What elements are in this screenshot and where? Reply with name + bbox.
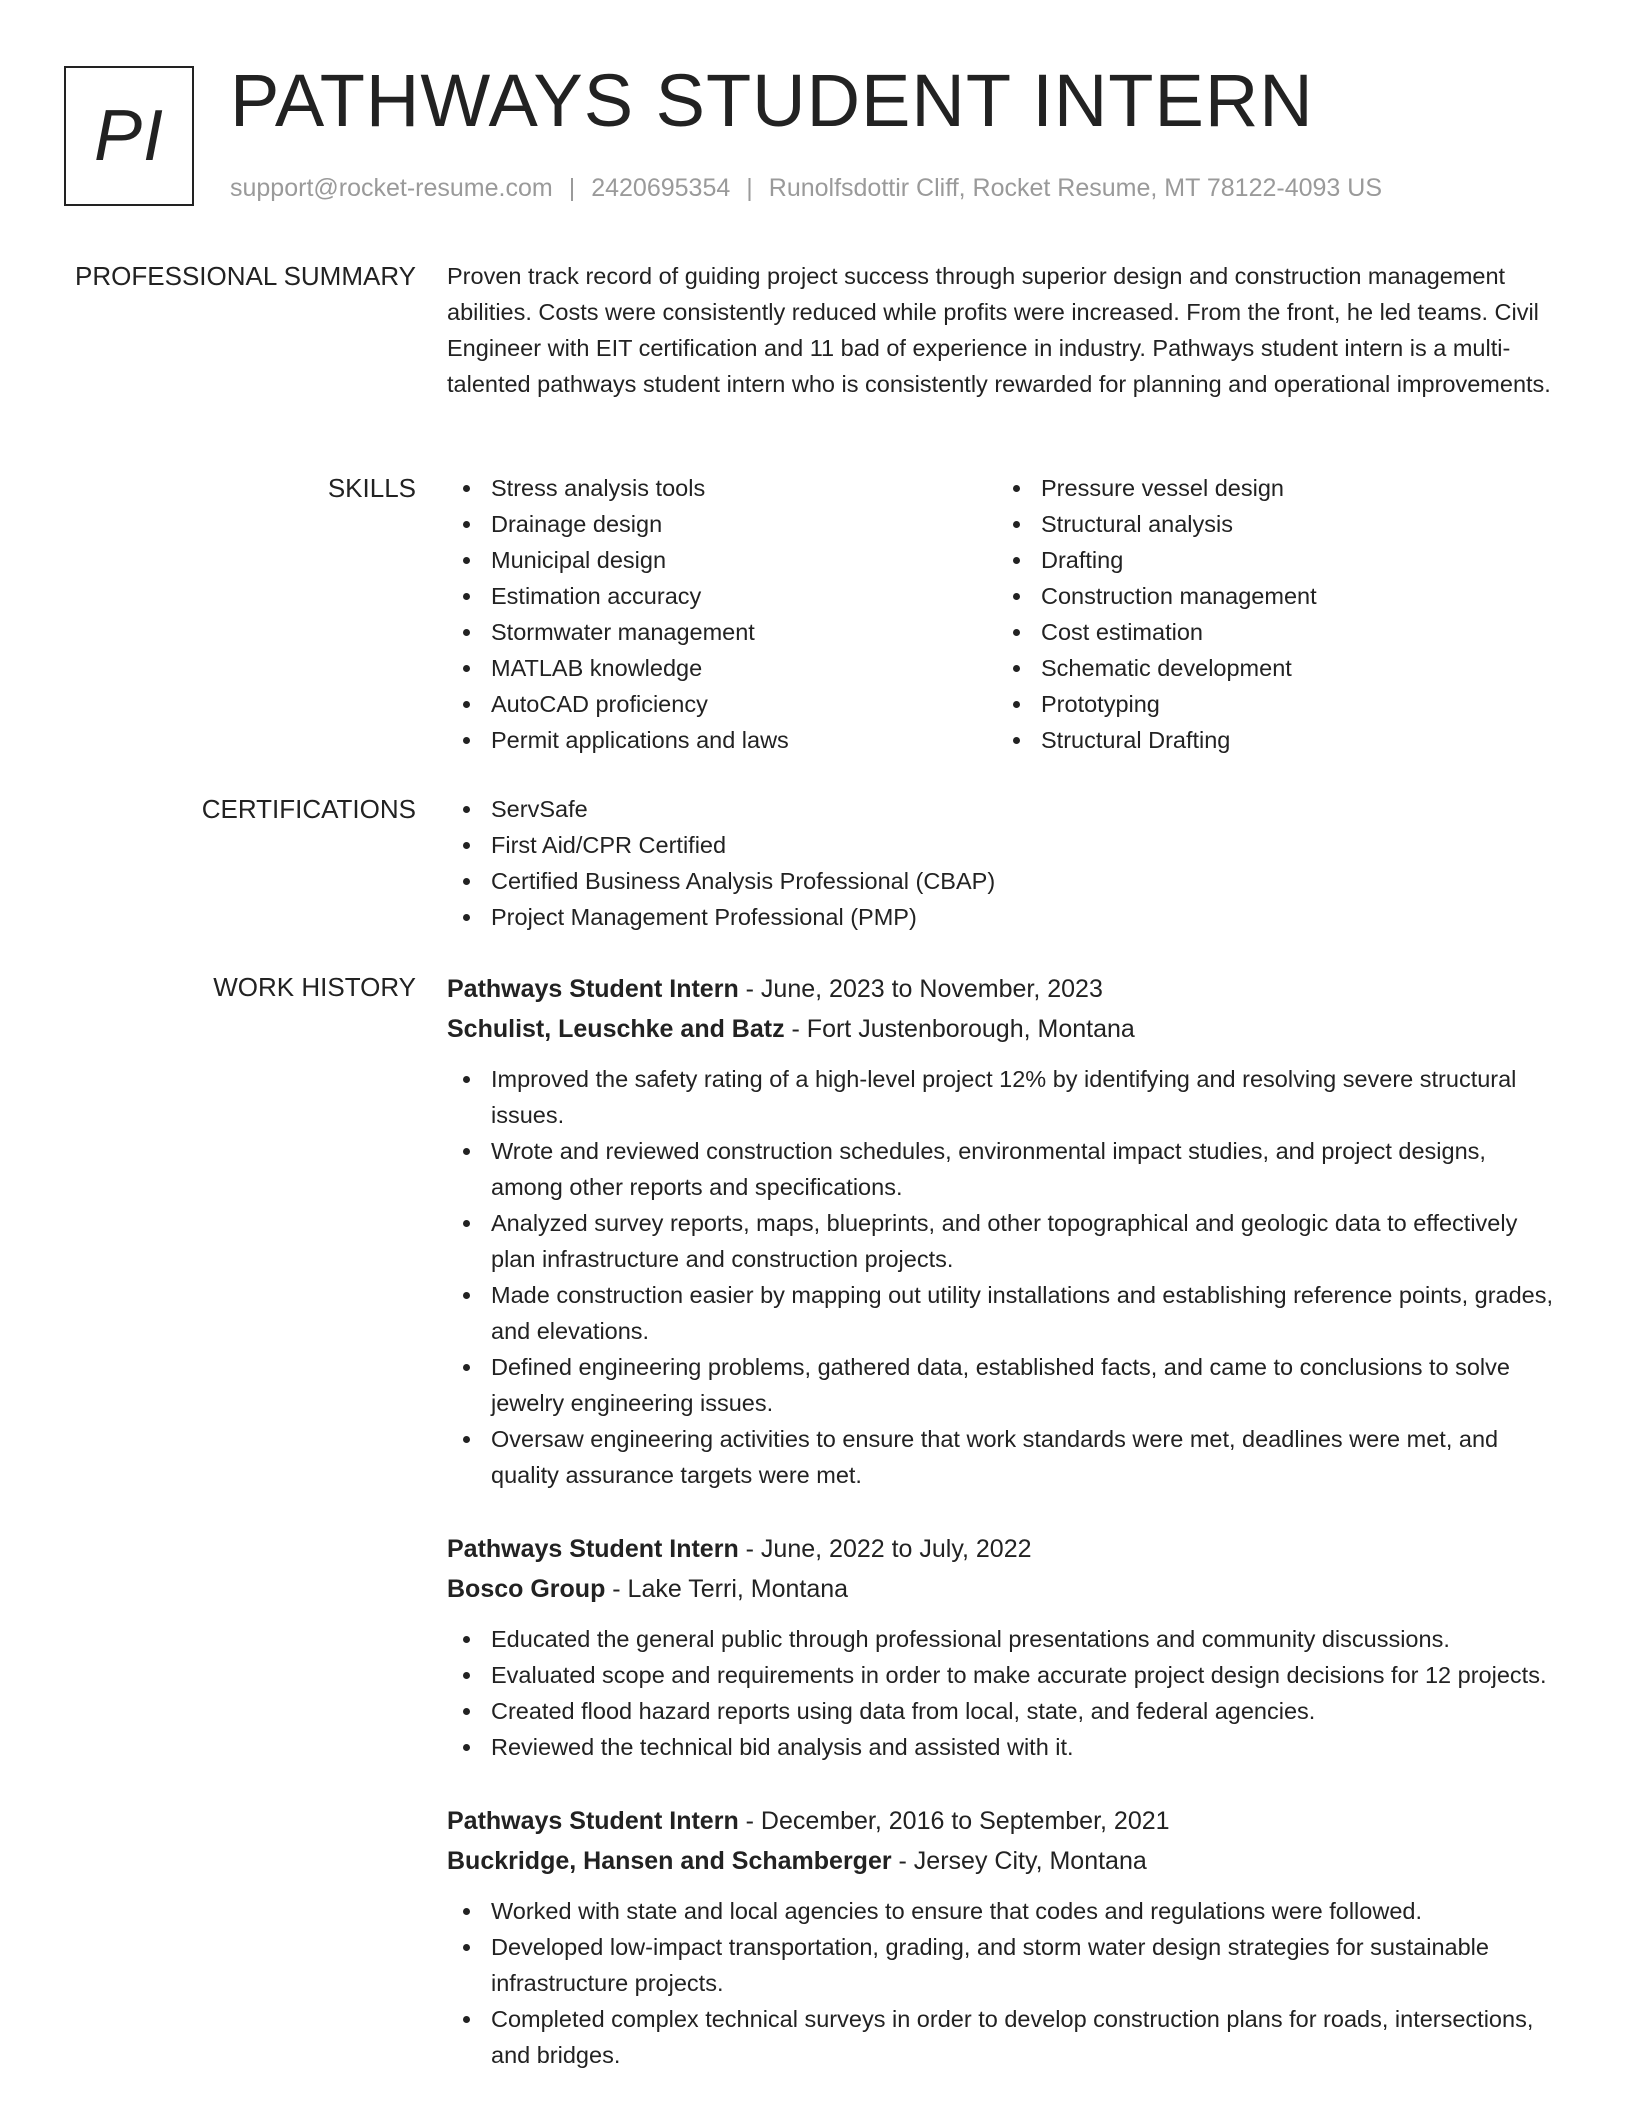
job-bullet: Analyzed survey reports, maps, blueprints, and other topographical and geologic data to effectively plan infrastructure and construction projects. <box>447 1205 1557 1277</box>
job-company: Bosco Group <box>447 1575 606 1603</box>
job-company-line <box>447 1009 1557 1049</box>
certifications-list <box>447 791 1557 935</box>
job-company-line <box>447 1841 1557 1881</box>
job-company-line <box>447 1569 1557 1609</box>
certification-item: Project Management Professional (PMP) <box>447 899 1557 935</box>
section-heading-work: WORK HISTORY <box>213 972 416 1002</box>
job-title-line <box>447 969 1557 1009</box>
skill-item: Prototyping <box>997 686 1547 722</box>
job-bullet: Improved the safety rating of a high-level project 12% by identifying and resolving severe structural issues. <box>447 1061 1557 1133</box>
job-entry <box>447 1801 1557 2073</box>
contact-line <box>230 174 1382 203</box>
job-company: Buckridge, Hansen and Schamberger <box>447 1847 892 1875</box>
job-location: - Lake Terri, Montana <box>605 1575 849 1603</box>
job-bullet: Wrote and reviewed construction schedules, environmental impact studies, and project designs, among other reports and specifications. <box>447 1133 1557 1205</box>
job-bullet: Developed low-impact transportation, grading, and storm water design strategies for sustainable infrastructure projects. <box>447 1929 1557 2001</box>
job-dates: - June, 2023 to November, 2023 <box>738 975 1103 1003</box>
skill-item: MATLAB knowledge <box>447 650 997 686</box>
job-bullet: Oversaw engineering activities to ensure that work standards were met, deadlines were met, and quality assurance targets were met. <box>447 1421 1557 1493</box>
certification-item: Certified Business Analysis Professional (CBAP) <box>447 863 1557 899</box>
job-location: - Fort Justenborough, Montana <box>784 1015 1135 1043</box>
candidate-name: PATHWAYS STUDENT INTERN <box>230 59 1314 142</box>
contact-address: Runolfsdottir Cliff, Rocket Resume, MT 78122-4093 US <box>768 174 1383 202</box>
skill-item: Drainage design <box>447 506 997 542</box>
job-bullet: Made construction easier by mapping out utility installations and establishing reference points, grades, and elevations. <box>447 1277 1557 1349</box>
contact-separator: | <box>568 174 576 202</box>
skill-item: Permit applications and laws <box>447 722 997 758</box>
job-title-line <box>447 1801 1557 1841</box>
job-bullet: Reviewed the technical bid analysis and assisted with it. <box>447 1729 1557 1765</box>
job-dates: - June, 2022 to July, 2022 <box>738 1535 1032 1563</box>
skill-item: Construction management <box>997 578 1547 614</box>
skill-item: Cost estimation <box>997 614 1547 650</box>
monogram-initials: PI <box>93 96 165 176</box>
job-location: - Jersey City, Montana <box>891 1847 1147 1875</box>
section-heading-summary: PROFESSIONAL SUMMARY <box>75 261 416 291</box>
job-bullet: Created flood hazard reports using data from local, state, and federal agencies. <box>447 1693 1557 1729</box>
job-entry <box>447 1529 1557 1765</box>
job-title: Pathways Student Intern <box>447 975 739 1003</box>
contact-phone[interactable]: 2420695354 <box>591 174 731 202</box>
skill-item: Estimation accuracy <box>447 578 997 614</box>
summary-text: Proven track record of guiding project success through superior design and construction management abilities. Costs were consistently reduced while profits were increased. From the front, he led teams. Civil Engineer with EIT certification and 11 bad of experience in industry. Pathways student intern is a multi-talented pathways student intern who is consistently rewarded for planning and operational improvements. <box>447 263 1551 397</box>
job-title: Pathways Student Intern <box>447 1807 739 1835</box>
skill-item: Schematic development <box>997 650 1547 686</box>
skills-list-right <box>997 470 1547 758</box>
skill-item: Structural Drafting <box>997 722 1547 758</box>
section-heading-skills: SKILLS <box>327 473 416 503</box>
job-bullets <box>447 1621 1557 1765</box>
skill-item: Pressure vessel design <box>997 470 1547 506</box>
section-heading-certifications: CERTIFICATIONS <box>201 794 416 824</box>
job-entry <box>447 969 1557 1493</box>
job-title: Pathways Student Intern <box>447 1535 739 1563</box>
job-bullet: Evaluated scope and requirements in order to make accurate project design decisions for 12 projects. <box>447 1657 1557 1693</box>
monogram-box <box>64 66 194 206</box>
skill-item: Stress analysis tools <box>447 470 997 506</box>
skill-item: Stormwater management <box>447 614 997 650</box>
job-title-line <box>447 1529 1557 1569</box>
contact-separator: | <box>746 174 753 202</box>
skill-item: Municipal design <box>447 542 997 578</box>
skill-item: Structural analysis <box>997 506 1547 542</box>
job-bullets <box>447 1893 1557 2073</box>
contact-email[interactable]: support@rocket-resume.com <box>230 174 553 202</box>
job-bullet: Completed complex technical surveys in order to develop construction plans for roads, intersections, and bridges. <box>447 2001 1557 2073</box>
skill-item: Drafting <box>997 542 1547 578</box>
certification-item: First Aid/CPR Certified <box>447 827 1557 863</box>
job-dates: - December, 2016 to September, 2021 <box>738 1807 1170 1835</box>
skill-item: AutoCAD proficiency <box>447 686 997 722</box>
job-bullet: Worked with state and local agencies to ensure that codes and regulations were followed. <box>447 1893 1557 1929</box>
certification-item: ServSafe <box>447 791 1557 827</box>
skills-list-left <box>447 470 997 758</box>
job-bullets <box>447 1061 1557 1493</box>
job-bullet: Defined engineering problems, gathered data, established facts, and came to conclusions to solve jewelry engineering issues. <box>447 1349 1557 1421</box>
job-bullet: Educated the general public through professional presentations and community discussions. <box>447 1621 1557 1657</box>
job-company: Schulist, Leuschke and Batz <box>447 1015 785 1043</box>
